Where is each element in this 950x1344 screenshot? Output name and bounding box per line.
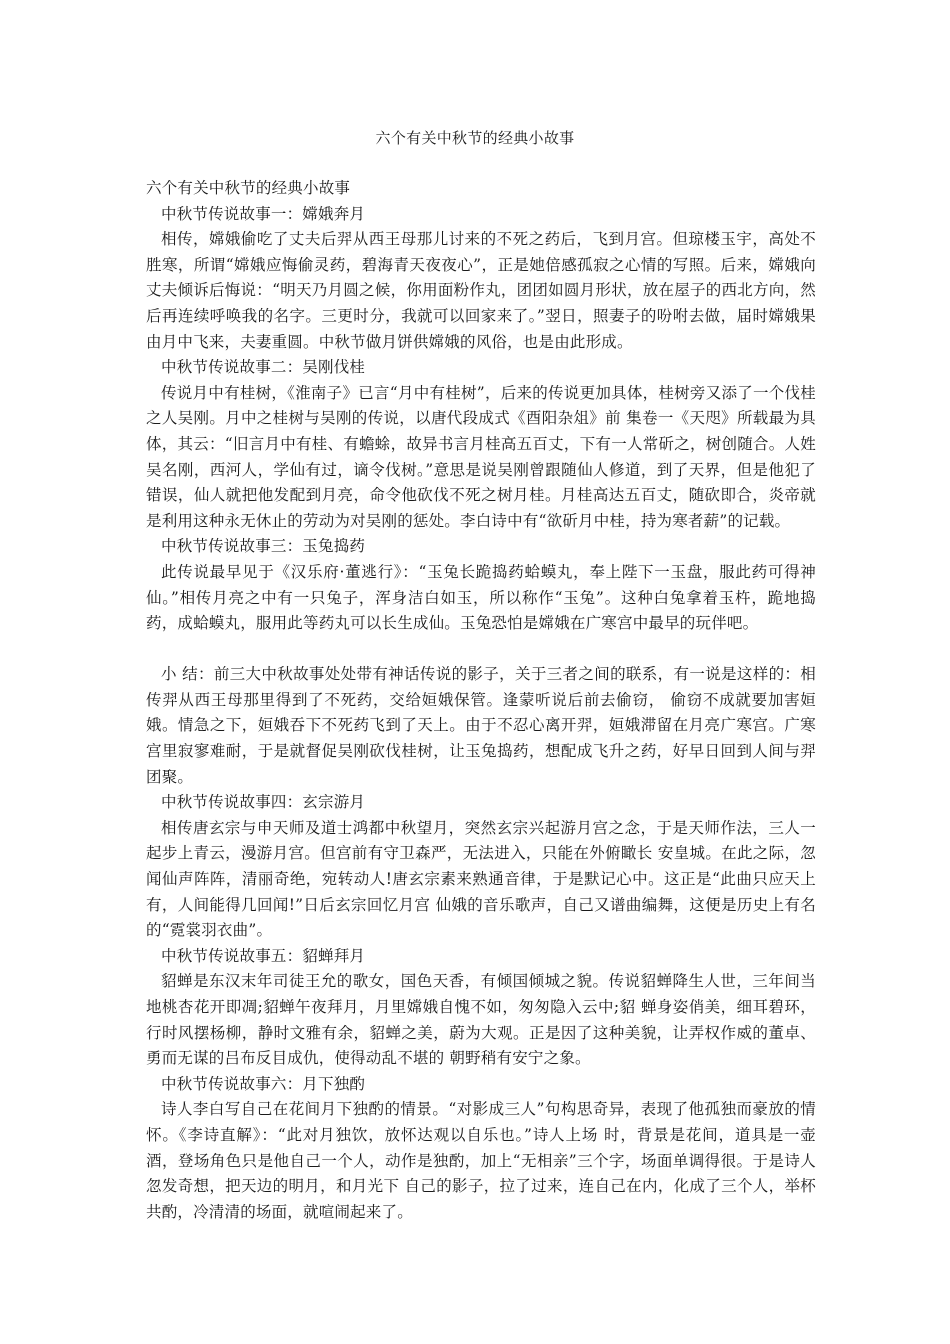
story1-paragraph: 相传，嫦娥偷吃了丈夫后羿从西王母那儿讨来的不死之药后，飞到月宫。但琼楼玉宇，高处不胜寒，所谓“嫦娥应悔偷灵药，碧海青天夜夜心”，正是她倍感孤寂之心情的写照。后来，嫦娥向丈夫倾诉后悔说：“明天乃月圆之候，你用面粉作丸，团团如圆月形状，放在屋子的西北方向，然后再连续呼唤我的名字。三更时分，我就可以回家来了。”翌日，照妻子的吩咐去做，届时嫦娥果由月中飞来，夫妻重圆。中秋节做月饼供嫦娥的风俗，也是由此形成。	[146, 230, 816, 351]
story2-heading: 中秋节传说故事二：吴刚伐桂	[161, 358, 366, 377]
story4-heading: 中秋节传说故事四：玄宗游月	[161, 793, 366, 812]
document-body	[146, 176, 816, 1225]
story6-paragraph: 诗人李白写自己在花间月下独酌的情景。“对影成三人”句构思奇异，表现了他孤独而豪放的情怀。《李诗直解》：“此对月独饮，放怀达观以自乐也。”诗人上场 时，背景是花间，道具是一壶酒，登场角色只是他自己一个人，动作是独酌，加上“无相亲”三个字，场面单调得很。于是诗人忽发奇想，把天边的明月，和月光下 自己的影子，拉了过来，连自己在内，化成了三个人，举杯共酌，冷清清的场面，就喧闹起来了。	[146, 1100, 816, 1221]
lead-line: 六个有关中秋节的经典小故事	[146, 179, 351, 197]
story5-heading: 中秋节传说故事五：貂蝉拜月	[161, 946, 366, 965]
story4-paragraph: 相传唐玄宗与申天师及道士鸿都中秋望月，突然玄宗兴起游月宫之念，于是天师作法，三人一起步上青云，漫游月宫。但宫前有守卫森严，无法进入，只能在外俯瞰长 安皇城。在此之际，忽闻仙声阵阵，清丽奇绝，宛转动人!唐玄宗素来熟通音律，于是默记心中。这正是“此曲只应天上有，人间能得几回闻!”日后玄宗回忆月宫 仙娥的音乐歌声，自己又谱曲编舞，这便是历史上有名的“霓裳羽衣曲”。	[146, 818, 816, 940]
story3-paragraph: 此传说最早见于《汉乐府·董逃行》：“玉兔长跪捣药蛤蟆丸，奉上陛下一玉盘，服此药可得神仙。”相传月亮之中有一只兔子，浑身洁白如玉，所以称作“玉兔”。这种白兔拿着玉杵，跪地捣药，成蛤蟆丸，服用此等药丸可以长生成仙。玉兔恐怕是嫦娥在广寒宫中最早的玩伴吧。	[146, 562, 816, 633]
paragraph-gap	[146, 637, 816, 663]
story1-heading: 中秋节传说故事一：嫦娥奔月	[161, 204, 366, 223]
story3-heading: 中秋节传说故事三：玉兔捣药	[161, 537, 366, 556]
story6-heading: 中秋节传说故事六：月下独酌	[161, 1074, 366, 1093]
document-title: 六个有关中秋节的经典小故事	[375, 129, 575, 147]
story5-paragraph: 貂蝉是东汉末年司徒王允的歌女，国色天香，有倾国倾城之貌。传说貂蝉降生人世，三年间当地桃杏花开即凋;貂蝉午夜拜月，月里嫦娥自愧不如，匆匆隐入云中;貂 蝉身姿俏美，细耳碧环，行时风摆杨柳，静时文雅有余，貂蝉之美，蔚为大观。正是因了这种美貌，让弄权作威的董卓、勇而无谋的吕布反目成仇，使得动乱不堪的 朝野稍有安宁之象。	[146, 972, 816, 1068]
summary-paragraph: 小 结：前三大中秋故事处处带有神话传说的影子，关于三者之间的联系，有一说是这样的：相传羿从西王母那里得到了不死药，交给姮娥保管。逢蒙听说后前去偷窃， 偷窃不成就要加害姮娥。情急之下，姮娥吞下不死药飞到了天上。由于不忍心离开羿，姮娥滞留在月亮广寒宫。广寒宫里寂寥难耐，于是就督促吴刚砍伐桂树，让玉兔捣药，想配成飞升之药，好早日回到人间与羿团聚。	[146, 665, 816, 786]
story2-paragraph: 传说月中有桂树，《淮南子》已言“月中有桂树”，后来的传说更加具体，桂树旁又添了一个伐桂之人吴刚。月中之桂树与吴刚的传说，以唐代段成式《酉阳杂俎》前 集卷一《天咫》所载最为具体，其云：“旧言月中有桂、有蟾蜍，故异书言月桂高五百丈，下有一人常斫之，树创随合。人姓吴名刚，西河人，学仙有过，谪令伐树。”意思是说吴刚曾跟随仙人修道，到了天界，但是他犯了错误，仙人就把他发配到月亮，命令他砍伐不死之树月桂。月桂高达五百丈，随砍即合，炎帝就是利用这种永无休止的劳动为对吴刚的惩处。李白诗中有“欲斫月中桂，持为寒者薪”的记载。	[146, 383, 816, 530]
